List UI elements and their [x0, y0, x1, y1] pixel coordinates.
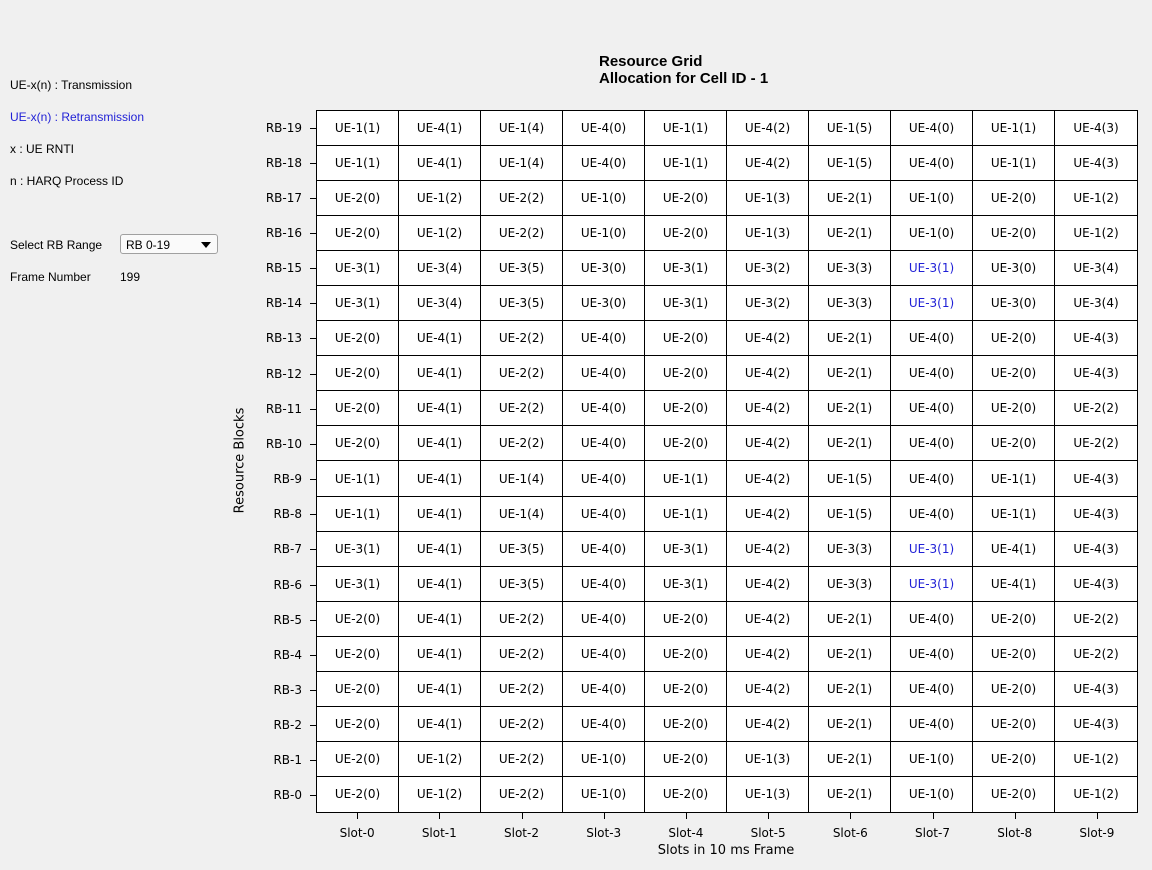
y-tick	[310, 233, 316, 234]
grid-cell: UE-4(0)	[563, 637, 645, 672]
grid-cell: UE-4(1)	[399, 391, 481, 426]
grid-cell: UE-4(0)	[563, 497, 645, 532]
grid-cell: UE-2(1)	[809, 391, 891, 426]
grid-cell: UE-2(0)	[973, 742, 1055, 777]
grid-cell: UE-3(1)	[645, 567, 727, 602]
grid-cell: UE-4(1)	[399, 602, 481, 637]
grid-cell: UE-4(1)	[399, 356, 481, 391]
grid-cell: UE-4(3)	[1055, 146, 1137, 181]
y-tick	[310, 549, 316, 550]
grid-cell: UE-1(2)	[1055, 216, 1137, 251]
grid-cell: UE-2(2)	[481, 707, 563, 742]
grid-cell: UE-4(3)	[1055, 532, 1137, 567]
grid-cell: UE-3(4)	[399, 286, 481, 321]
grid-cell: UE-4(0)	[891, 391, 973, 426]
grid-cell: UE-4(0)	[563, 532, 645, 567]
slot-tick-label: Slot-8	[997, 826, 1033, 840]
grid-cell: UE-2(0)	[317, 426, 399, 461]
grid-cell: UE-2(2)	[481, 181, 563, 216]
grid-cell: UE-2(0)	[317, 181, 399, 216]
grid-cell: UE-3(5)	[481, 567, 563, 602]
grid-cell: UE-3(3)	[809, 286, 891, 321]
grid-cell: UE-2(0)	[973, 777, 1055, 812]
y-tick	[310, 585, 316, 586]
grid-cell: UE-4(3)	[1055, 356, 1137, 391]
rb-tick-label: RB-17	[265, 190, 302, 205]
x-tick	[604, 813, 605, 819]
grid-cell: UE-3(4)	[1055, 251, 1137, 286]
grid-cell: UE-2(2)	[481, 672, 563, 707]
grid-cell: UE-4(0)	[891, 497, 973, 532]
grid-cell: UE-1(2)	[1055, 181, 1137, 216]
grid-cell: UE-4(3)	[1055, 321, 1137, 356]
grid-cell: UE-1(2)	[399, 777, 481, 812]
rb-tick-label: RB-19	[265, 120, 302, 135]
grid-cell: UE-2(1)	[809, 777, 891, 812]
grid-cell: UE-4(1)	[399, 111, 481, 146]
grid-cell: UE-1(3)	[727, 181, 809, 216]
rb-tick-label: RB-9	[273, 472, 302, 487]
grid-cell: UE-2(1)	[809, 426, 891, 461]
grid-cell: UE-1(1)	[645, 497, 727, 532]
grid-cell: UE-2(0)	[645, 637, 727, 672]
grid-cell: UE-1(1)	[317, 111, 399, 146]
grid-cell: UE-4(3)	[1055, 111, 1137, 146]
x-tick	[933, 813, 934, 819]
grid-cell: UE-4(2)	[727, 356, 809, 391]
grid-cell: UE-2(0)	[973, 356, 1055, 391]
grid-cell: UE-2(2)	[481, 356, 563, 391]
rb-tick-label: RB-0	[273, 788, 302, 803]
grid-cell: UE-4(0)	[563, 321, 645, 356]
grid-cell: UE-2(1)	[809, 602, 891, 637]
frame-number-label: Frame Number	[10, 270, 91, 284]
grid-cell: UE-1(1)	[645, 146, 727, 181]
grid-cell: UE-2(1)	[809, 742, 891, 777]
grid-cell: UE-2(2)	[481, 637, 563, 672]
x-tick	[686, 813, 687, 819]
rb-tick-label: RB-13	[265, 331, 302, 346]
y-tick	[310, 655, 316, 656]
grid-cell: UE-4(2)	[727, 532, 809, 567]
slot-tick-label: Slot-0	[339, 826, 375, 840]
rb-range-value: RB 0-19	[126, 238, 171, 252]
y-tick	[310, 479, 316, 480]
y-tick	[310, 303, 316, 304]
grid-cell: UE-2(0)	[645, 181, 727, 216]
rb-tick-label: RB-4	[273, 647, 302, 662]
slot-tick-label: Slot-6	[832, 826, 868, 840]
chevron-down-icon	[201, 242, 211, 248]
grid-cell: UE-4(1)	[973, 532, 1055, 567]
grid-cell: UE-2(0)	[973, 181, 1055, 216]
grid-cell: UE-3(1)	[317, 286, 399, 321]
grid-cell: UE-3(3)	[809, 532, 891, 567]
grid-cell: UE-1(5)	[809, 461, 891, 496]
grid-cell: UE-4(0)	[891, 321, 973, 356]
grid-cell: UE-2(1)	[809, 181, 891, 216]
grid-cell: UE-2(2)	[481, 321, 563, 356]
grid-cell: UE-2(0)	[317, 742, 399, 777]
rb-tick-label: RB-12	[265, 366, 302, 381]
grid-cell: UE-3(0)	[973, 286, 1055, 321]
y-tick	[310, 409, 316, 410]
grid-cell: UE-1(2)	[1073, 787, 1119, 802]
grid-cell: UE-4(1)	[399, 567, 481, 602]
chart-title-line2: Allocation for Cell ID - 1	[599, 70, 769, 87]
slot-tick-label: Slot-7	[915, 826, 950, 840]
grid-cell: UE-3(1)	[891, 286, 973, 321]
x-tick	[1015, 813, 1016, 819]
grid-cell: UE-2(0)	[973, 707, 1055, 742]
grid-cell: UE-4(0)	[891, 111, 973, 146]
grid-cell: UE-2(2)	[481, 777, 563, 812]
grid-cell: UE-2(2)	[481, 216, 563, 251]
grid-cell: UE-4(0)	[891, 146, 973, 181]
grid-cell: UE-1(2)	[399, 181, 481, 216]
chart-title	[599, 53, 768, 87]
grid-cell: UE-2(0)	[317, 637, 399, 672]
grid-cell: UE-4(0)	[563, 567, 645, 602]
grid-cell: UE-4(0)	[563, 356, 645, 391]
y-tick	[310, 198, 316, 199]
resource-grid	[316, 110, 1138, 813]
rb-tick-label: RB-6	[273, 577, 302, 592]
rb-tick-label: RB-15	[265, 261, 302, 276]
slot-tick-label: Slot-5	[750, 826, 786, 840]
grid-cell: UE-2(0)	[973, 672, 1055, 707]
grid-cell: UE-1(0)	[891, 216, 973, 251]
grid-cell: UE-3(3)	[809, 251, 891, 286]
grid-cell: UE-4(1)	[399, 672, 481, 707]
grid-cell: UE-1(1)	[645, 111, 727, 146]
grid-cell: UE-4(2)	[727, 497, 809, 532]
grid-cell: UE-4(3)	[1055, 707, 1137, 742]
grid-cell: UE-2(0)	[317, 391, 399, 426]
x-tick	[439, 813, 440, 819]
grid-cell: UE-4(1)	[399, 637, 481, 672]
grid-cell: UE-4(2)	[727, 111, 809, 146]
grid-cell: UE-2(0)	[645, 391, 727, 426]
grid-cell: UE-1(0)	[563, 216, 645, 251]
chart-title-line1: Resource Grid	[599, 53, 703, 70]
y-tick	[310, 163, 316, 164]
grid-cell: UE-2(0)	[317, 707, 399, 742]
grid-cell: UE-1(2)	[399, 216, 481, 251]
grid-cell: UE-2(2)	[1055, 426, 1137, 461]
grid-cell: UE-1(1)	[645, 461, 727, 496]
y-tick	[310, 620, 316, 621]
grid-cell: UE-4(1)	[399, 146, 481, 181]
grid-cell: UE-4(1)	[399, 426, 481, 461]
grid-cell: UE-4(0)	[891, 672, 973, 707]
grid-cell: UE-4(0)	[891, 707, 973, 742]
grid-cell: UE-4(1)	[973, 567, 1055, 602]
grid-cell: UE-4(2)	[727, 461, 809, 496]
grid-cell: UE-2(0)	[645, 356, 727, 391]
legend-retransmission: UE-x(n) : Retransmission	[10, 110, 145, 124]
grid-cell: UE-4(2)	[727, 672, 809, 707]
grid-cell: UE-3(1)	[891, 532, 973, 567]
grid-cell: UE-4(0)	[891, 602, 973, 637]
grid-cell: UE-2(0)	[645, 426, 727, 461]
grid-cell: UE-2(0)	[317, 602, 399, 637]
grid-cell: UE-4(1)	[399, 461, 481, 496]
grid-cell: UE-4(0)	[563, 426, 645, 461]
grid-cell: UE-4(2)	[727, 426, 809, 461]
grid-cell: UE-3(1)	[317, 567, 399, 602]
grid-cell: UE-2(1)	[809, 356, 891, 391]
grid-cell: UE-4(0)	[891, 426, 973, 461]
rb-tick-label: RB-16	[265, 226, 302, 241]
grid-cell: UE-4(2)	[727, 602, 809, 637]
grid-cell: UE-3(5)	[481, 286, 563, 321]
grid-cell: UE-1(0)	[563, 777, 645, 812]
rb-tick-label: RB-5	[273, 612, 302, 627]
grid-cell: UE-1(4)	[481, 461, 563, 496]
y-tick	[310, 374, 316, 375]
grid-cell: UE-2(1)	[809, 707, 891, 742]
grid-cell: UE-3(3)	[809, 567, 891, 602]
grid-cell: UE-2(0)	[645, 742, 727, 777]
slot-tick-label: Slot-3	[586, 826, 622, 840]
rb-tick-label: RB-2	[273, 718, 302, 733]
grid-cell: UE-4(0)	[563, 461, 645, 496]
rb-tick-label: RB-1	[273, 753, 302, 768]
y-tick	[310, 725, 316, 726]
grid-cell: UE-4(2)	[727, 637, 809, 672]
legend-transmission: UE-x(n) : Transmission	[10, 78, 133, 92]
x-tick	[1097, 813, 1098, 819]
grid-cell: UE-4(0)	[891, 356, 973, 391]
grid-cell: UE-3(1)	[645, 251, 727, 286]
grid-cell: UE-3(0)	[563, 286, 645, 321]
rb-range-label: Select RB Range	[10, 238, 103, 252]
grid-cell: UE-1(0)	[891, 181, 973, 216]
grid-cell: UE-1(1)	[317, 146, 399, 181]
grid-cell: UE-1(1)	[973, 497, 1055, 532]
grid-cell: UE-3(1)	[317, 251, 399, 286]
grid-cell: UE-4(0)	[563, 707, 645, 742]
legend-n-definition: n : HARQ Process ID	[10, 174, 124, 188]
grid-cell: UE-3(0)	[973, 251, 1055, 286]
y-axis-label: Resource Blocks	[232, 407, 248, 514]
grid-cell: UE-2(2)	[481, 426, 563, 461]
grid-cell: UE-4(3)	[1055, 461, 1137, 496]
grid-cell: UE-1(3)	[727, 777, 809, 812]
rb-tick-label: RB-8	[273, 507, 302, 522]
grid-cell: UE-3(5)	[481, 532, 563, 567]
grid-cell: UE-2(0)	[973, 602, 1055, 637]
grid-cell: UE-3(2)	[727, 286, 809, 321]
grid-cell: UE-2(1)	[809, 216, 891, 251]
grid-cell: UE-2(0)	[317, 321, 399, 356]
x-tick	[850, 813, 851, 819]
x-tick	[768, 813, 769, 819]
y-tick	[310, 514, 316, 515]
rb-tick-label: RB-14	[265, 296, 302, 311]
grid-cell: UE-1(1)	[317, 497, 399, 532]
grid-cell: UE-3(1)	[645, 286, 727, 321]
grid-cell: UE-2(2)	[481, 391, 563, 426]
y-tick	[310, 338, 316, 339]
grid-cell: UE-4(0)	[563, 602, 645, 637]
grid-cell: UE-4(0)	[563, 111, 645, 146]
y-tick	[310, 444, 316, 445]
grid-cell: UE-2(1)	[809, 321, 891, 356]
grid-cell: UE-1(4)	[481, 146, 563, 181]
grid-cell: UE-1(3)	[727, 216, 809, 251]
slot-tick-label: Slot-4	[668, 826, 704, 840]
grid-cell: UE-2(2)	[481, 742, 563, 777]
grid-cell: UE-1(1)	[973, 146, 1055, 181]
grid-cell: UE-2(0)	[973, 216, 1055, 251]
grid-cell: UE-2(0)	[973, 391, 1055, 426]
y-tick	[310, 760, 316, 761]
grid-cell: UE-1(4)	[481, 497, 563, 532]
grid-cell: UE-4(2)	[727, 391, 809, 426]
y-tick	[310, 690, 316, 691]
grid-cell: UE-1(5)	[809, 146, 891, 181]
grid-cell: UE-2(0)	[645, 602, 727, 637]
rb-tick-label: RB-18	[265, 155, 302, 170]
rb-tick-label: RB-7	[273, 542, 302, 557]
grid-cell: UE-3(1)	[317, 532, 399, 567]
grid-cell: UE-1(0)	[891, 777, 973, 812]
grid-cell: UE-2(2)	[1055, 637, 1137, 672]
x-axis-label: Slots in 10 ms Frame	[657, 843, 795, 858]
grid-cell: UE-4(0)	[563, 146, 645, 181]
grid-cell: UE-3(0)	[563, 251, 645, 286]
grid-cell: UE-4(0)	[891, 461, 973, 496]
grid-cell: UE-3(2)	[727, 251, 809, 286]
grid-cell: UE-1(4)	[481, 111, 563, 146]
y-tick	[310, 795, 316, 796]
grid-cell: UE-3(4)	[1055, 286, 1137, 321]
grid-cell: UE-2(0)	[317, 672, 399, 707]
grid-cell: UE-1(1)	[973, 111, 1055, 146]
grid-cell: UE-2(0)	[645, 672, 727, 707]
grid-cell: UE-2(0)	[645, 321, 727, 356]
grid-cell: UE-4(3)	[1055, 672, 1137, 707]
slot-tick-label: Slot-9	[1079, 826, 1115, 840]
legend-x-definition: x : UE RNTI	[10, 142, 75, 156]
grid-cell: UE-4(0)	[563, 391, 645, 426]
rb-tick-label: RB-10	[265, 436, 302, 451]
rb-tick-label: RB-3	[273, 682, 302, 697]
grid-cell: UE-4(2)	[727, 567, 809, 602]
grid-cell: UE-2(0)	[317, 216, 399, 251]
grid-cell: UE-4(1)	[399, 497, 481, 532]
grid-cell: UE-2(0)	[317, 777, 399, 812]
grid-cell: UE-4(1)	[399, 532, 481, 567]
grid-cell: UE-4(0)	[891, 637, 973, 672]
grid-cell: UE-2(0)	[973, 321, 1055, 356]
grid-cell: UE-2(0)	[645, 707, 727, 742]
grid-cell: UE-2(1)	[809, 672, 891, 707]
grid-cell: UE-4(2)	[727, 707, 809, 742]
grid-cell: UE-4(3)	[1055, 497, 1137, 532]
grid-cell: UE-3(5)	[481, 251, 563, 286]
grid-cell: UE-4(0)	[563, 672, 645, 707]
grid-cell: UE-3(1)	[891, 567, 973, 602]
grid-cell: UE-1(1)	[973, 461, 1055, 496]
grid-cell: UE-4(3)	[1055, 567, 1137, 602]
grid-cell: UE-2(2)	[1055, 602, 1137, 637]
grid-cell: UE-1(5)	[809, 111, 891, 146]
grid-cell: UE-2(0)	[973, 426, 1055, 461]
x-tick	[357, 813, 358, 819]
grid-cell: UE-1(2)	[399, 742, 481, 777]
grid-cell: UE-1(1)	[317, 461, 399, 496]
grid-cell: UE-2(1)	[809, 637, 891, 672]
frame-number-value: 199	[120, 270, 141, 284]
grid-cell: UE-1(0)	[563, 742, 645, 777]
grid-cell: UE-1(0)	[563, 181, 645, 216]
y-tick	[310, 128, 316, 129]
slot-tick-label: Slot-1	[421, 826, 457, 840]
grid-cell: UE-2(0)	[317, 356, 399, 391]
y-tick	[310, 268, 316, 269]
grid-cell: UE-1(0)	[891, 742, 973, 777]
grid-cell: UE-2(0)	[645, 777, 727, 812]
grid-cell: UE-3(4)	[399, 251, 481, 286]
grid-cell: UE-4(1)	[399, 707, 481, 742]
slot-tick-label: Slot-2	[504, 826, 539, 840]
grid-cell: UE-1(3)	[727, 742, 809, 777]
grid-cell: UE-4(2)	[727, 146, 809, 181]
grid-cell: UE-4(2)	[727, 321, 809, 356]
rb-tick-label: RB-11	[265, 401, 302, 416]
grid-cell: UE-3(1)	[891, 251, 973, 286]
grid-cell: UE-2(2)	[1055, 391, 1137, 426]
grid-cell: UE-1(2)	[1055, 742, 1137, 777]
grid-cell: UE-2(0)	[645, 216, 727, 251]
grid-cell: UE-3(1)	[645, 532, 727, 567]
grid-cell: UE-4(1)	[399, 321, 481, 356]
rb-range-dropdown[interactable]	[120, 234, 218, 254]
grid-cell: UE-2(0)	[973, 637, 1055, 672]
grid-cell: UE-1(5)	[809, 497, 891, 532]
x-tick	[522, 813, 523, 819]
grid-cell: UE-2(2)	[481, 602, 563, 637]
